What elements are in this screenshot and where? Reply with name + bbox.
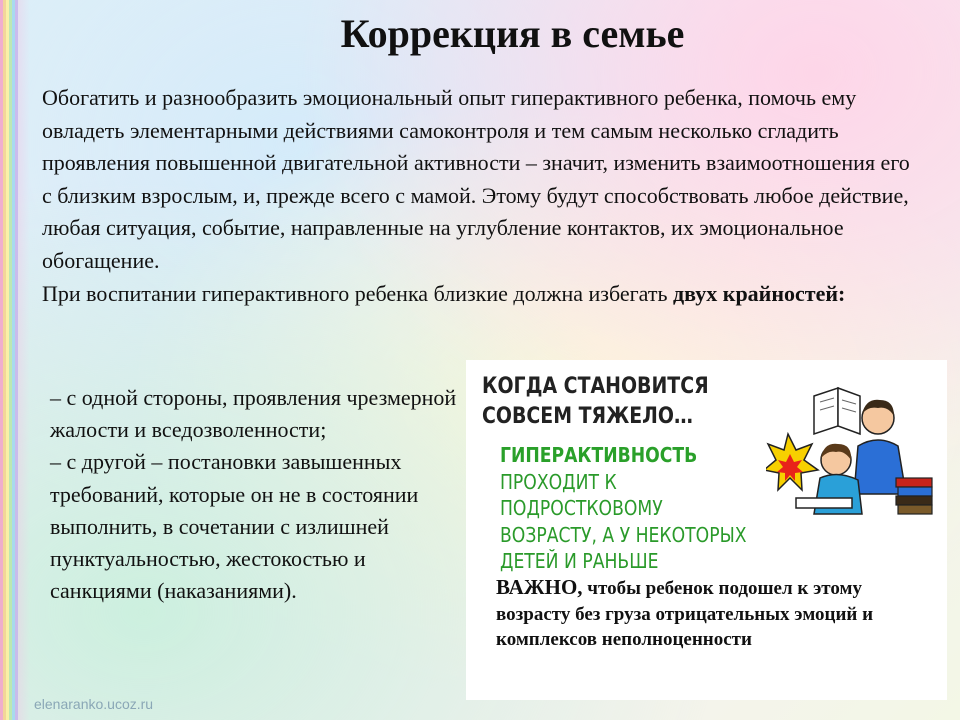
intro-paragraph: Обогатить и разнообразить эмоциональный опыт гиперактивного ребенка, помочь ему овладеть элементарными действиями самоконтроля и тем самым несколько сгладить проявления повышенной двигательной активности – значит, изменить взаимоотношения его с близким взрослым, и, прежде всего с мамой. Этому будут способствовать любое действие, любая ситуация, событие, направленные на углубление контактов, их эмоциональное обогащение. [42,85,910,273]
site-watermark: elenaranko.ucoz.ru [34,696,154,712]
card-green-text [500,442,844,575]
card-heading-line: КОГДА СТАНОВИТСЯ [482,374,709,399]
intro-section [42,82,922,310]
extreme-item-2: – с другой – постановки завышенных требований, которые он не в состоянии выполнить, в сочетании с излишней пунктуальностью, жестокостью и санкциями (наказаниями). [50,449,419,604]
extremes-bold-text: двух крайностей: [673,280,846,306]
card-heading-line: СОВСЕМ ТЯЖЕЛО… [482,404,693,429]
extremes-list [50,382,460,607]
rainbow-edge-decoration [0,0,30,720]
card-green-line: ПОДРОСТКОВОМУ [500,496,663,520]
extremes-paragraph [42,278,922,311]
card-green-line: ПРОХОДИТ К [500,469,617,494]
info-card [466,360,947,700]
extremes-intro-text: При воспитании гиперактивного ребенка близкие должна избегать [42,280,674,306]
card-green-line: ДЕТЕЙ И РАНЬШЕ [500,549,659,573]
slide-title: Коррекция в семье [340,11,685,56]
card-green-line: ГИПЕРАКТИВНОСТЬ [500,443,698,467]
card-heading [482,372,740,432]
important-text: чтобы ребенок подошел к этому возрасту без груза отрицательных эмоций и комплексов неполноценности [496,578,874,650]
important-label: ВАЖНО, [496,575,583,599]
card-green-line: ВОЗРАСТУ, А У НЕКОТОРЫХ [500,522,747,547]
card-important-note [496,575,936,653]
extreme-item-1: – с одной стороны, проявления чрезмерной жалости и вседозволенности; [50,385,457,443]
